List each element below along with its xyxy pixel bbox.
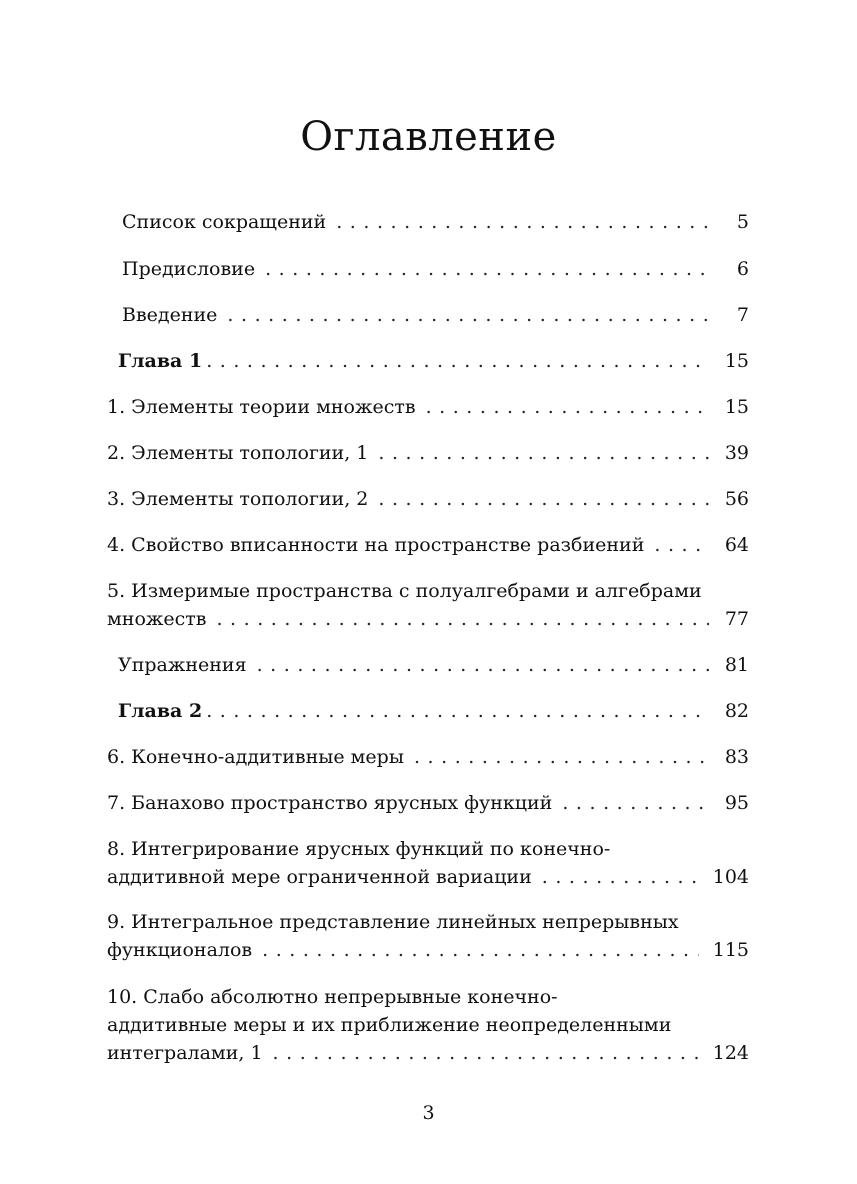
page-title: Оглавление — [300, 114, 557, 160]
toc-entry-chapter-1[interactable] — [118, 347, 749, 375]
toc-entry-label: функционалов — [107, 939, 253, 961]
toc-entry-preface[interactable] — [122, 255, 749, 283]
toc-entry-section-10[interactable] — [107, 1039, 749, 1067]
toc-entry-section-3[interactable] — [107, 485, 749, 513]
dot-leader — [414, 743, 709, 771]
toc-entry-label: Предисловие — [122, 258, 256, 280]
toc-page-number: 95 — [724, 792, 749, 814]
toc-page-number: 7 — [736, 304, 749, 326]
toc-entry-label: Глава 2 — [118, 700, 203, 722]
toc-entry-label: аддитивной мере ограниченной вариации — [107, 866, 532, 888]
toc-entry-section-10-second-line[interactable]: аддитивные меры и их приближение неопределенными — [107, 1014, 672, 1036]
toc-entry-section-5[interactable] — [107, 605, 749, 633]
toc-entry-label: 3. Элементы топологии, 2 — [107, 488, 369, 510]
toc-page-number: 83 — [724, 746, 749, 768]
toc-entry-chapter-2[interactable] — [118, 697, 749, 725]
toc-page-number: 104 — [712, 866, 749, 888]
dot-leader — [206, 697, 709, 725]
dot-leader — [562, 789, 709, 817]
toc-entry-label: Введение — [122, 304, 218, 326]
toc-entry-label: Упражнения — [118, 654, 247, 676]
toc-entry-label: множеств — [107, 608, 207, 630]
toc-entry-label: интегралами, 1 — [107, 1042, 263, 1064]
toc-entry-label: Глава 1 — [118, 350, 203, 372]
dot-leader — [265, 255, 709, 283]
toc-entry-section-1[interactable] — [107, 393, 749, 421]
toc-entry-section-9[interactable] — [107, 936, 749, 964]
toc-entry-label: Список сокращений — [122, 211, 327, 233]
dot-leader — [216, 605, 709, 633]
dot-leader — [378, 485, 709, 513]
toc-entry-label: 2. Элементы топологии, 1 — [107, 442, 369, 464]
toc-page-number: 64 — [724, 534, 749, 556]
toc-entry-label: 7. Банахово пространство ярусных функций — [107, 792, 553, 814]
dot-leader — [426, 393, 709, 421]
toc-entry-section-8[interactable] — [107, 863, 749, 891]
toc-page-number: 115 — [712, 939, 749, 961]
toc-entry-label: 1. Элементы теории множеств — [107, 396, 416, 418]
toc-page-number: 6 — [736, 258, 749, 280]
toc-entry-introduction[interactable] — [122, 301, 749, 329]
toc-entry-section-4[interactable] — [107, 531, 749, 559]
dot-leader — [542, 863, 699, 891]
toc-page-number: 82 — [724, 700, 749, 722]
toc-page-number: 15 — [724, 396, 749, 418]
toc-page-number: 56 — [724, 488, 749, 510]
dot-leader — [206, 347, 709, 375]
toc-entry-label: 6. Конечно-аддитивные меры — [107, 746, 404, 768]
dot-leader — [227, 301, 709, 329]
toc-entry-section-8-first-line[interactable]: 8. Интегрирование ярусных функций по конечно- — [107, 838, 611, 860]
toc-entry-section-2[interactable] — [107, 439, 749, 467]
dot-leader — [378, 439, 709, 467]
toc-entry-abbreviations[interactable] — [122, 208, 749, 236]
toc-page-number: 77 — [724, 608, 749, 630]
toc-entry-section-7[interactable] — [107, 789, 749, 817]
dot-leader — [262, 936, 699, 964]
toc-entry-section-6[interactable] — [107, 743, 749, 771]
toc-entry-label: 4. Свойство вписанности на пространстве разбиений — [107, 534, 645, 556]
toc-page-number: 81 — [724, 654, 749, 676]
page-footer-number: 3 — [422, 1102, 435, 1124]
toc-page-number: 124 — [712, 1042, 749, 1064]
dot-leader — [257, 651, 709, 679]
dot-leader — [336, 208, 709, 236]
toc-page-number: 5 — [736, 211, 749, 233]
toc-page-number: 15 — [724, 350, 749, 372]
dot-leader — [654, 531, 709, 559]
dot-leader — [273, 1039, 699, 1067]
toc-entry-section-5-first-line[interactable]: 5. Измеримые пространства с полуалгебрами и алгебрами — [107, 580, 702, 602]
toc-entry-section-10-first-line[interactable]: 10. Слабо абсолютно непрерывные конечно- — [107, 986, 558, 1008]
toc-entry-exercises[interactable] — [118, 651, 749, 679]
toc-entry-section-9-first-line[interactable]: 9. Интегральное представление линейных непрерывных — [107, 911, 679, 933]
toc-page-number: 39 — [724, 442, 749, 464]
